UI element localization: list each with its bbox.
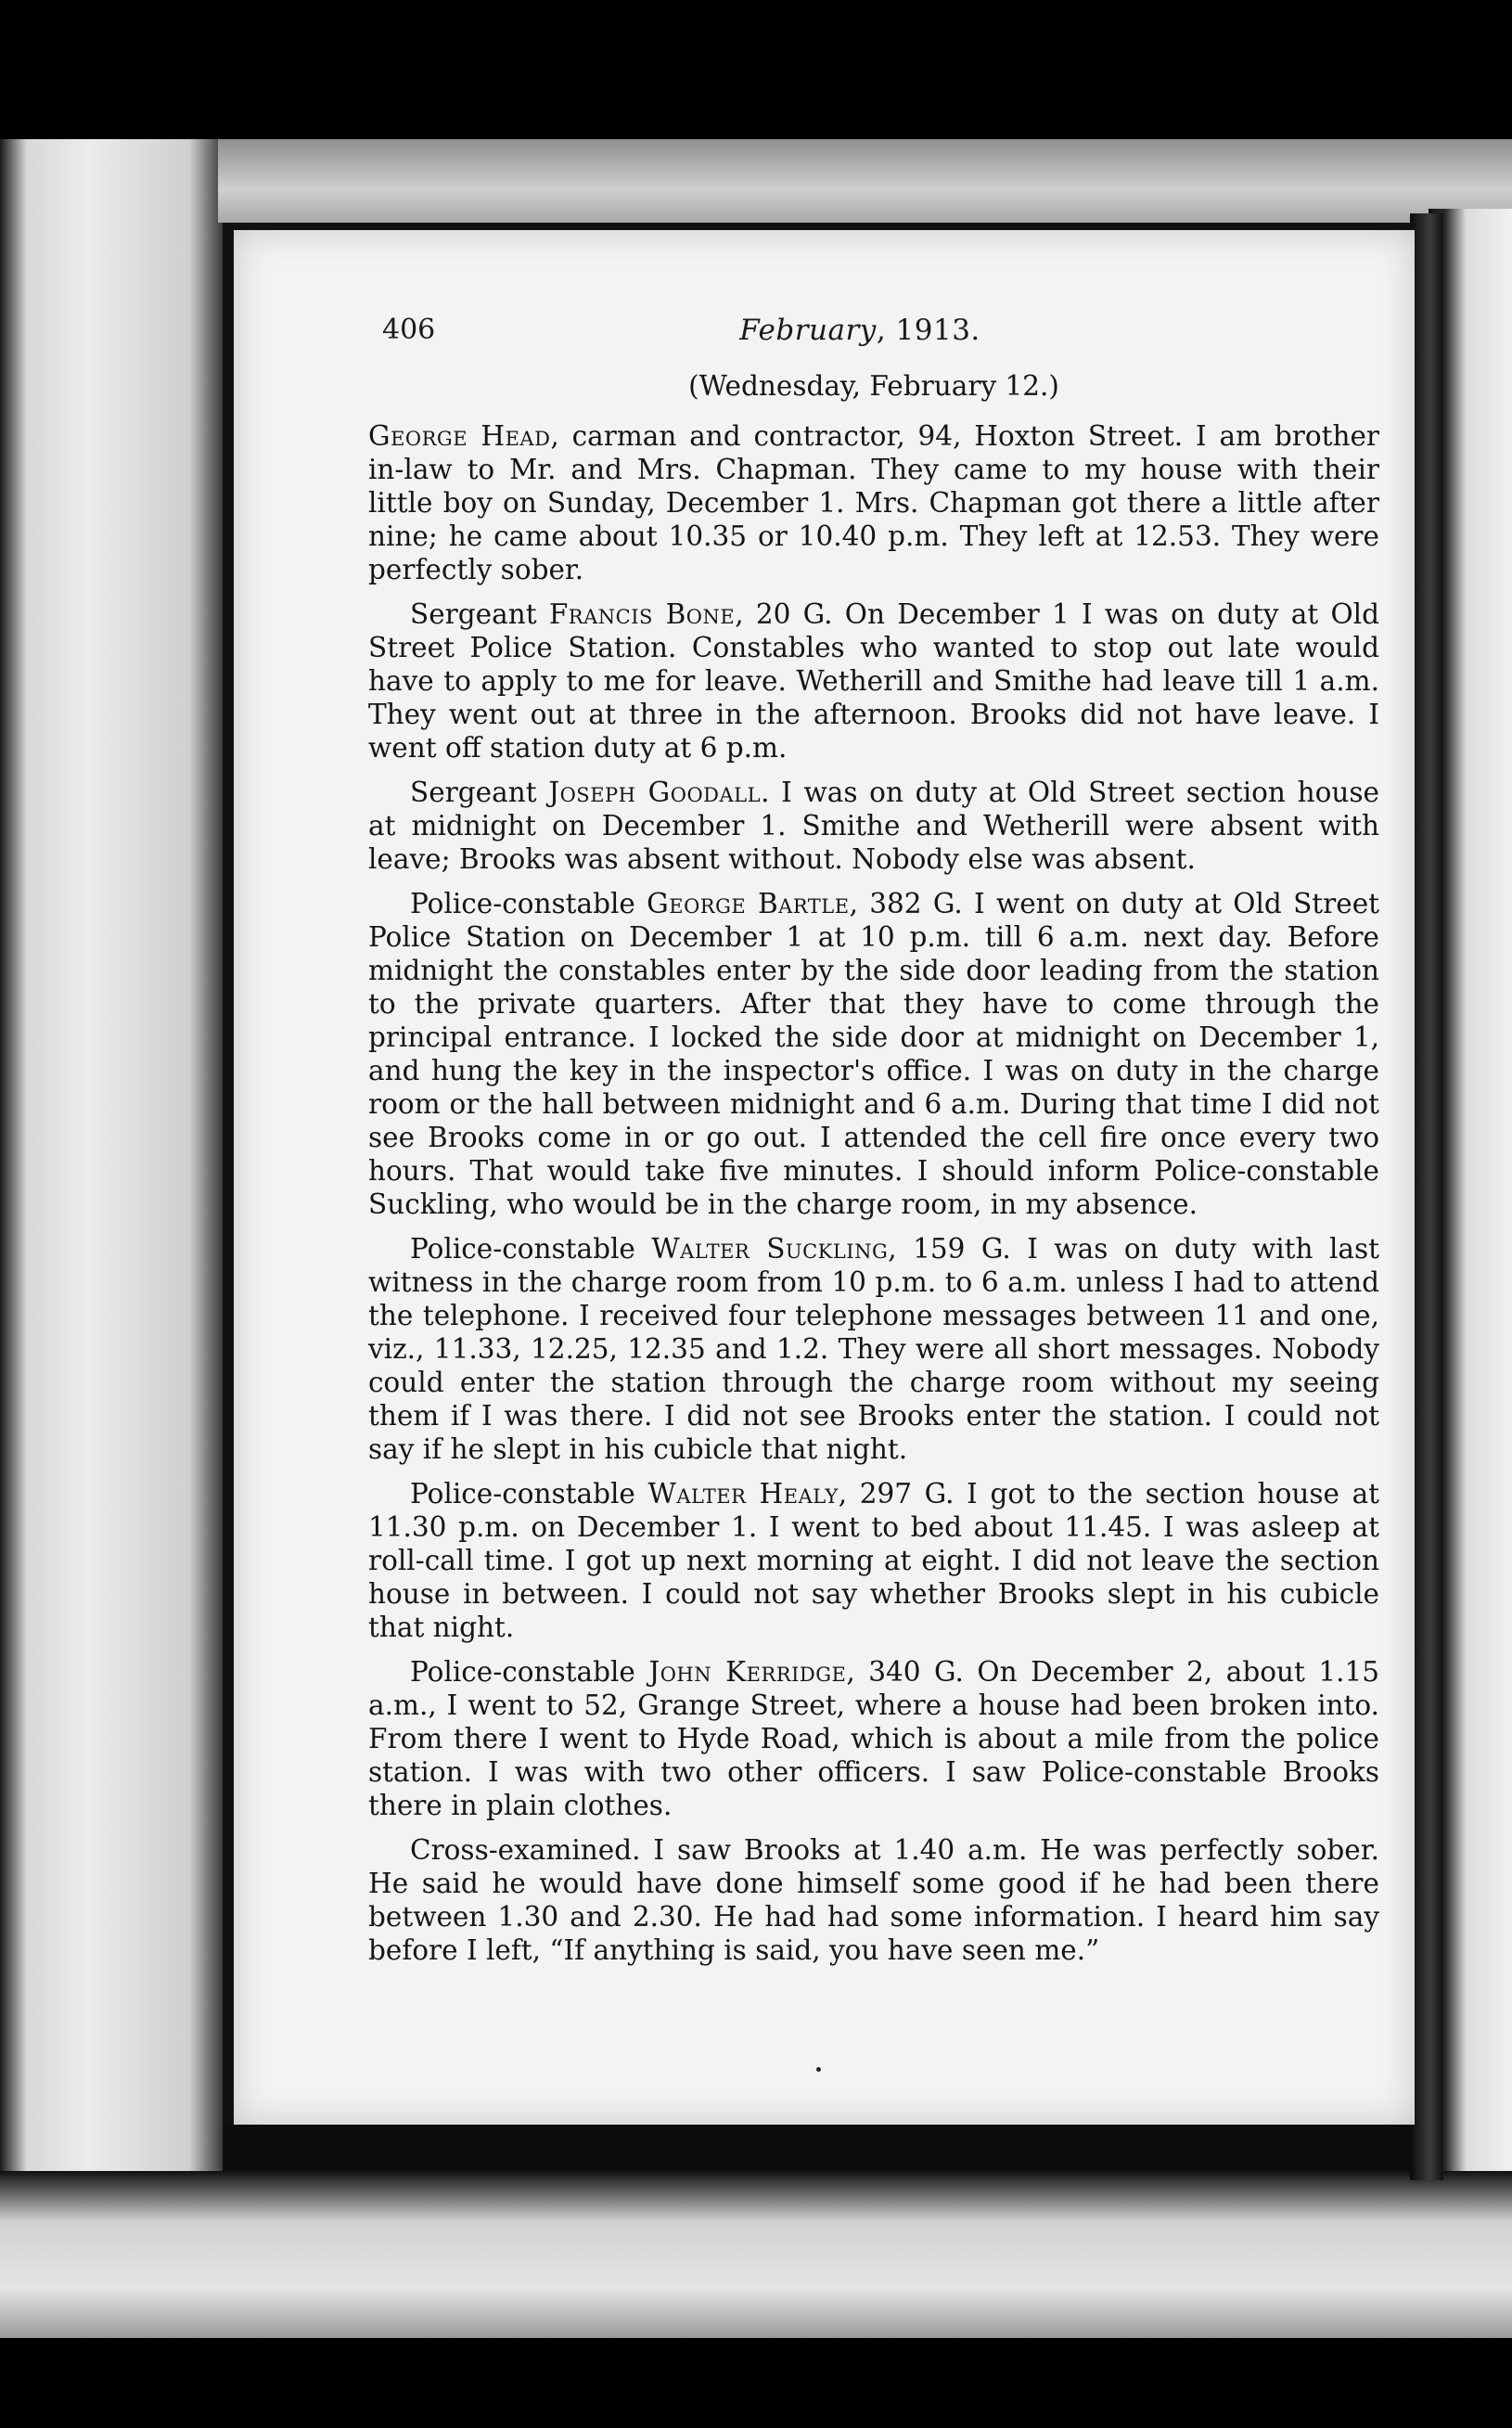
speaker-prefix: Sergeant [410,598,549,630]
speaker-name: Joseph Goodall [548,777,762,808]
speaker-name: Walter Suckling [651,1233,889,1265]
testimony-text: , 340 G. On December 2, about 1.15 a.m., I went to 52, Grange Street, where a house had been broken into. From there I went to Hyde Road, which is about a mile from the police station. I was with two other officers. I saw Police-constable Brooks there in plain clothes. [368,1656,1380,1821]
film-bottom-band [0,2338,1512,2428]
testimony-text: Cross-examined. I saw Brooks at 1.40 a.m. He was perfectly sober. He said he would have done himself some good if he had been there between 1.30 and 2.30. He had had some information. I heard him say before I left, “If anything is said, you have seen me.” [368,1834,1379,1966]
speaker-prefix: Police-constable [410,1233,652,1265]
testimony-paragraph [368,1232,1379,1466]
testimony-paragraph [368,597,1379,764]
testimony-paragraph [368,1655,1379,1822]
speaker-prefix: Sergeant [410,777,549,808]
speaker-prefix: Police-constable [410,1656,649,1688]
testimony-text: . I was on duty at Old Street section house at midnight on December 1. Smithe and Wetherill were absent with leave; Brooks was absent without. Nobody else was absent. [368,777,1379,875]
speaker-prefix: Police-constable [410,888,647,919]
testimony-text: , 20 G. On December 1 I was on duty at Old Street Police Station. Constables who wanted to stop out late would have to apply to me for leave. Wetherill and Smithe had leave till 1 a.m. They went out at three in the afternoon. Brooks did not have leave. I went off station duty at 6 p.m. [368,598,1380,764]
ink-speck [816,2067,821,2072]
page-header [382,314,1338,369]
book-spine-shadow [1410,213,1443,2180]
film-left-margin [0,139,223,2338]
testimony-paragraph [368,1477,1379,1644]
testimony-paragraph [368,887,1379,1221]
running-title-month: February [739,314,877,347]
speaker-name: George Bartle [647,888,850,919]
film-bottom-margin [0,2171,1512,2338]
page-number: 406 [382,314,436,346]
speaker-prefix: Police-constable [410,1478,648,1509]
speaker-name: Walter Healy [647,1478,839,1509]
testimony-paragraph [368,419,1379,586]
speaker-name: Francis Bone [548,598,736,630]
date-line: (Wednesday, February 12.) [688,370,1059,402]
cross-examination-paragraph [368,1833,1379,1967]
speaker-name: John Kerridge [648,1656,847,1688]
film-top-band [0,0,1512,139]
page-body [368,369,1379,1978]
running-title-year: , 1913. [876,314,980,347]
testimony-text: , carman and contractor, 94, Hoxton Street. I am brother in-law to Mr. and Mrs. Chapman. They came to my house with their little boy on Sunday, December 1. Mrs. Chapman got there a little after nine; he came about 10.35 or 10.40 p.m. They left at 12.53. They were perfectly sober. [368,420,1379,585]
running-title [382,314,1338,347]
film-top-margin [218,139,1512,223]
testimony-text: , 297 G. I got to the section house at 11.30 p.m. on December 1. I went to bed about 11.45. I was asleep at roll-call time. I got up next morning at eight. I did not leave the section house in between. I could not say whether Brooks slept in his cubicle that night. [368,1478,1380,1643]
testimony-paragraph [368,776,1379,876]
speaker-name: George Head [368,420,551,452]
testimony-text: , 159 G. I was on duty with last witness in the charge room from 10 p.m. to 6 a.m. unless I had to attend the telephone. I received four telephone messages between 11 and one, viz., 11.33, 12.25, 12.35 and 1.2. They were all short messages. Nobody could enter the station through the charge room without my seeing them if I was there. I did not see Brooks enter the station. I could not say if he slept in his cubicle that night. [368,1233,1379,1465]
book-page [223,223,1415,2125]
testimony-text: , 382 G. I went on duty at Old Street Police Station on December 1 at 10 p.m. till 6 a.m. next day. Before midnight the constables enter by the side door leading from the station to the private quarters. After that they have to come through the principal entrance. I locked the side door at midnight on December 1, and hung the key in the inspector's office. I was on duty in the charge room or the hall between midnight and 6 a.m. During that time I did not see Brooks come in or go out. I attended the cell fire once every two hours. That would take five minutes. I should inform Police-constable Suckling, who would be in the charge room, in my absence. [368,888,1380,1220]
